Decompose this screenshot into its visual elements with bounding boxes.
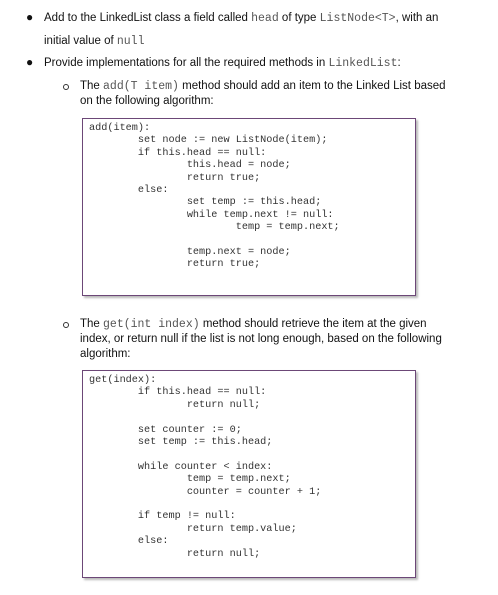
sub-item-1-code-add: add(T item) [103, 80, 179, 93]
bullet-2-text-post: : [397, 57, 401, 69]
sub-item-2-code-get: get(int index) [103, 318, 200, 331]
sub-item-2-line-3: algorithm: [80, 348, 131, 360]
bullet-2-line-1 [44, 57, 401, 70]
bullet-1-text-post: , with an [395, 12, 439, 24]
bullet-dot: ● [26, 10, 34, 24]
bullet-1-code-head: head [251, 12, 279, 25]
bullet-1-line-1 [44, 12, 438, 25]
bullet-1-text-pre: Add to the LinkedList class a field called [44, 12, 252, 24]
sub-item-1-line-1 [80, 80, 446, 93]
add-algorithm-code-box [82, 118, 416, 296]
sub-item-2-text-pre: The [80, 318, 104, 330]
bullet-dot: ● [26, 55, 34, 69]
bullet-1-line-2 [44, 35, 144, 48]
sub-item-2-line-2: index, or return null if the list is not long enough, based on the following [80, 333, 442, 345]
sub-item-1-text-pre: The [80, 80, 104, 92]
sub-bullet-circle [63, 322, 69, 328]
bullet-2-text-pre: Provide implementations for all the required methods in [44, 57, 329, 69]
sub-item-2-line-1 [80, 318, 427, 331]
bullet-2-code-linkedlist: LinkedList [328, 57, 398, 70]
get-algorithm-code: get(index): if this.head == null: return null; set counter := 0; set temp := this.head; while counter < index: temp = temp.next; counter = counter + 1; if temp != null: return temp.value; else: return null; [89, 375, 322, 560]
sub-item-1-text-post: method should add an item to the Linked List based [178, 80, 446, 92]
sub-item-1-line-2: on the following algorithm: [80, 95, 214, 107]
get-algorithm-code-box [82, 370, 416, 578]
sub-bullet-circle [63, 84, 69, 90]
bullet-1-text-mid: of type [278, 12, 320, 24]
bullet-1-code-null: null [116, 35, 145, 48]
bullet-1-code-type: ListNode<T> [319, 12, 396, 25]
bullet-1-line-2-text: initial value of [44, 35, 117, 47]
sub-item-2-text-post: method should retrieve the item at the given [199, 318, 427, 330]
add-algorithm-code: add(item): set node := new ListNode(item); if this.head == null: this.head = node; return true; else: set temp := this.head; while temp.next != null: temp = temp.next; temp.next = node; return true; [89, 123, 340, 271]
